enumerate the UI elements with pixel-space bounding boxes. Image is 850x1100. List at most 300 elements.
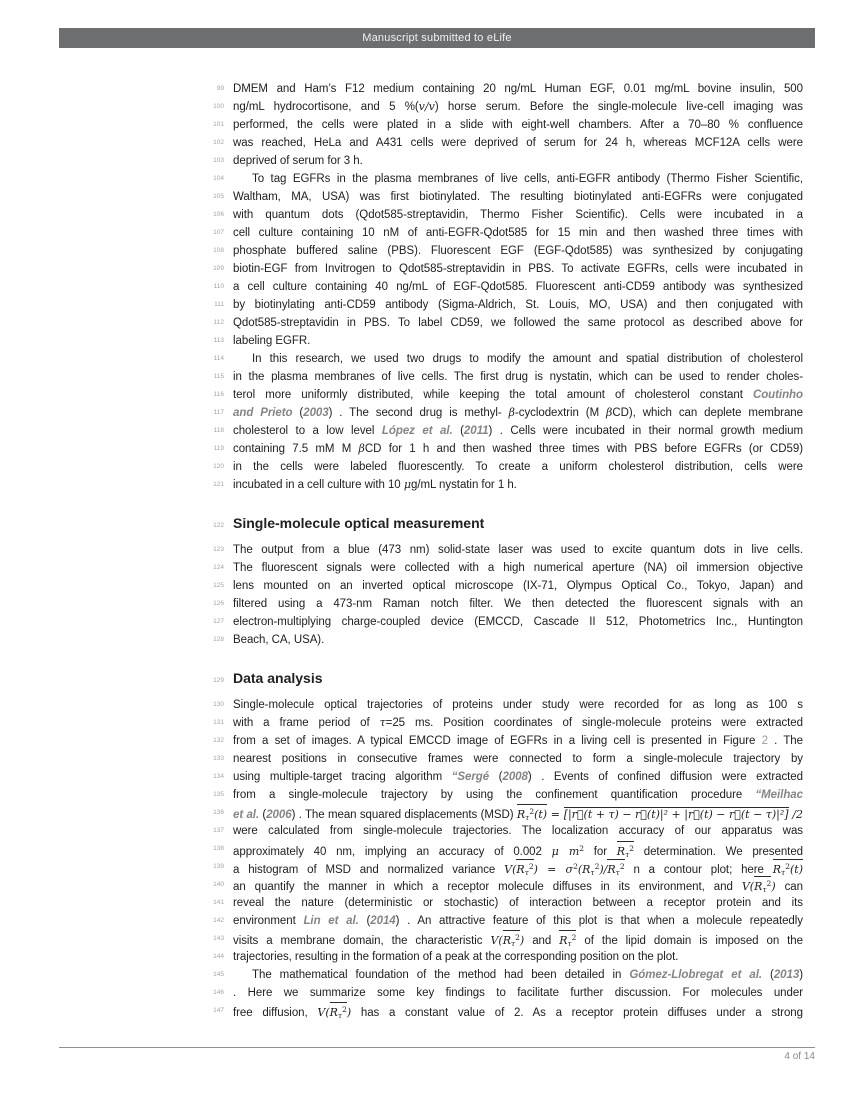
line-text — [233, 559, 803, 577]
text-segment: R — [772, 863, 782, 876]
text-segment: ) = σ — [533, 863, 574, 876]
line-number: 143 — [213, 935, 224, 942]
math-overline — [330, 1002, 347, 1020]
line-row — [200, 422, 820, 440]
line-row — [200, 440, 820, 458]
text-segment: V( — [504, 863, 517, 876]
text-segment: ( — [762, 969, 774, 981]
text-segment: v/v — [418, 100, 435, 113]
text-segment: biotin-EGF from Invitrogen to Qdot585-streptavidin in PBS. To activate EGFRs, cells were incubated in — [233, 263, 803, 275]
text-segment: Waltham, MA, USA) was first biotinylated. The resulting biotinylated anti-EGFRs were conjugated — [233, 191, 803, 203]
line-row — [200, 314, 820, 332]
text-segment: = — [547, 808, 564, 821]
line-row — [200, 696, 820, 714]
line-row — [200, 152, 820, 170]
text-segment: The mathematical foundation of the method had been detailed in — [252, 969, 630, 981]
line-number: 102 — [213, 139, 224, 146]
citation-text: et al. — [233, 809, 260, 821]
text-segment: β — [358, 442, 365, 455]
line-row — [200, 966, 820, 984]
line-text — [233, 948, 803, 966]
text-segment: Beach, CA, USA). — [233, 634, 325, 646]
line-row — [200, 732, 820, 750]
citation-text: “Meilhac — [755, 789, 803, 801]
text-segment: R — [559, 934, 568, 947]
text-segment: n a contour plot; here — [624, 864, 773, 876]
text-segment: ) — [346, 1006, 352, 1019]
text-segment: using multiple-target tracing algorithm — [233, 771, 452, 783]
text-segment: τ — [625, 850, 630, 858]
line-text — [233, 822, 803, 840]
line-row — [200, 170, 820, 188]
line-number: 105 — [213, 193, 224, 200]
line-number: 126 — [213, 600, 224, 607]
text-segment: were calculated from single-molecule trajectories. The localization accuracy of our apparatus was — [233, 825, 803, 837]
line-row — [200, 822, 820, 840]
line-number: 125 — [213, 582, 224, 589]
text-segment: ) — [771, 880, 776, 893]
text-segment: with quantum dots (Qdot585-streptavidin, Thermo Fisher Scientific). Cells were incubated in a — [233, 209, 803, 221]
line-row — [200, 768, 820, 786]
line-text — [233, 732, 803, 750]
line-row — [200, 613, 820, 631]
text-segment: (R — [577, 863, 591, 876]
line-number: 110 — [213, 283, 224, 290]
line-text — [233, 440, 803, 458]
text-segment: Single-molecule optical measurement — [233, 515, 485, 531]
line-text — [233, 696, 803, 714]
line-number: 144 — [213, 953, 224, 960]
text-segment: . The — [767, 735, 803, 747]
line-text — [233, 577, 803, 595]
text-segment: can — [775, 881, 803, 893]
text-segment: CD for 1 h and then washed three times with PBS before EGFRs (or CD59) — [364, 443, 803, 455]
text-segment: Qdot585-streptavidin in PBS. To label CD59, we followed the same protocol as described above for — [233, 317, 803, 329]
text-segment: approximately 40 nm, implying an accuracy of 0.002 — [233, 846, 552, 858]
text-segment: nearest positions in consecutive frames were connected to form a single-molecule trajectory by — [233, 753, 803, 765]
line-text — [233, 332, 803, 350]
text-segment: R — [516, 863, 525, 876]
line-number: 103 — [213, 157, 224, 164]
text-segment: reveal the nature (deterministic or stochastic) of interaction between a receptor protein and its — [233, 897, 803, 909]
text-segment: ) horse serum. Before the single-molecule live-cell imaging was — [434, 101, 803, 113]
line-text — [233, 613, 803, 631]
line-text — [233, 386, 803, 404]
line-text — [233, 224, 803, 242]
line-text — [233, 170, 803, 188]
text-segment: performed, the cells were plated in a slide with eight-well chambers. After a 70–80 % confluence — [233, 119, 803, 131]
text-segment: 2 — [629, 844, 635, 853]
section-heading — [233, 510, 803, 536]
line-number: 135 — [213, 791, 224, 798]
text-segment: τ — [337, 1011, 343, 1020]
text-segment: R — [754, 880, 763, 893]
text-segment: by biotinylating anti-CD59 antibody (Sigma-Aldrich, St. Louis, MO, USA) and then conjugated with — [233, 299, 803, 311]
line-text — [233, 1002, 803, 1020]
line-text — [233, 314, 803, 332]
line-number: 127 — [213, 618, 224, 625]
line-number: 99 — [216, 85, 224, 92]
math-overline — [516, 859, 533, 876]
text-segment: Data analysis — [233, 670, 323, 686]
line-row — [200, 224, 820, 242]
text-segment: cholesterol to a low level — [233, 425, 382, 437]
text-segment: containing 7.5 mM M — [233, 443, 359, 455]
line-number: 131 — [213, 719, 224, 726]
math-overline — [564, 807, 789, 821]
line-number: 134 — [213, 773, 224, 780]
line-number: 115 — [213, 373, 224, 380]
line-text — [233, 134, 803, 152]
line-row — [200, 476, 820, 494]
text-segment: cell culture containing 10 nM of anti-EGFR-Qdot585 for 15 min and then washed three times with — [233, 227, 803, 239]
line-row — [200, 930, 820, 948]
line-row — [200, 577, 820, 595]
line-number: 128 — [213, 636, 224, 643]
text-segment: )/ — [599, 863, 608, 876]
line-row — [200, 386, 820, 404]
line-row — [200, 350, 820, 368]
line-row — [200, 804, 820, 822]
text-segment: τ — [379, 716, 386, 729]
line-text — [233, 786, 803, 804]
line-number: 108 — [213, 247, 224, 254]
math-overline — [607, 859, 624, 876]
line-text — [233, 98, 803, 116]
text-segment: incubated in a cell culture with 10 — [233, 479, 404, 491]
text-segment: R — [607, 863, 616, 876]
line-row — [200, 984, 820, 1002]
citation-text: 2013 — [773, 969, 800, 981]
text-segment: visits a membrane domain, the characteristic — [233, 935, 491, 947]
line-row — [200, 714, 820, 732]
text-segment: ) . The mean squared displacements (MSD) — [291, 809, 517, 821]
line-row — [200, 242, 820, 260]
text-segment: ( — [358, 915, 371, 927]
line-text — [233, 116, 803, 134]
text-segment: R — [516, 808, 526, 821]
text-segment: R — [502, 934, 511, 947]
citation-text: 2006 — [266, 809, 292, 821]
text-segment: τ — [567, 939, 572, 948]
figure-link: 2 — [761, 735, 768, 747]
line-text — [233, 984, 803, 1002]
text-segment: V( — [741, 880, 755, 893]
text-segment: 2 — [785, 862, 790, 871]
line-text — [233, 595, 803, 613]
line-text — [233, 966, 803, 984]
text-segment: The output from a blue (473 nm) solid-state laser was used to excite quantum dots in live cells. — [233, 544, 803, 556]
line-number: 129 — [213, 677, 224, 684]
footer-rule — [59, 1047, 815, 1048]
text-segment: In this research, we used two drugs to modify the amount and spatial distribution of cholesterol — [252, 353, 803, 365]
line-row — [200, 631, 820, 649]
line-text — [233, 152, 803, 170]
text-segment: (t) — [789, 863, 803, 876]
text-segment: 2 — [766, 879, 772, 888]
line-row — [200, 134, 820, 152]
citation-text: “Sergé — [451, 771, 490, 783]
text-segment: To tag EGFRs in the plasma membranes of live cells, anti-EGFR antibody (Thermo Fisher Scientific, — [252, 173, 803, 185]
text-segment: ) . The second drug is methyl- — [328, 407, 509, 419]
text-segment: 2 — [619, 862, 625, 871]
line-number: 121 — [213, 481, 224, 488]
text-segment: labeling EGFR. — [233, 335, 311, 347]
line-number: 106 — [213, 211, 224, 218]
section-heading-row — [200, 510, 820, 541]
line-text — [233, 476, 803, 494]
text-segment: ng/mL hydrocortisone, and 5 %( — [233, 101, 419, 113]
text-segment: a histogram of MSD and normalized variance — [233, 864, 505, 876]
line-text — [233, 458, 803, 476]
text-segment: 2 — [571, 933, 577, 942]
line-text — [233, 188, 803, 206]
text-segment: DMEM and Ham’s F12 medium containing 20 ng/mL Human EGF, 0.01 mg/mL bovine insulin, 500 — [233, 83, 803, 95]
text-segment: ) . An attractive feature of this plot is that when a molecule repeatedly — [395, 915, 803, 927]
line-row — [200, 858, 820, 876]
text-segment: in the plasma membranes of live cells. The first drug is nystatin, which can be used to render choles- — [233, 371, 803, 383]
line-row — [200, 750, 820, 768]
line-row — [200, 368, 820, 386]
line-text — [233, 422, 803, 440]
citation-text: Coutinho — [752, 389, 803, 401]
section-heading — [233, 665, 803, 691]
line-row — [200, 332, 820, 350]
text-segment: μ m — [551, 845, 580, 858]
line-text — [233, 206, 803, 224]
line-text — [233, 714, 803, 732]
line-row — [200, 894, 820, 912]
math-overline — [559, 930, 576, 948]
line-number: 132 — [213, 737, 224, 744]
line-text — [233, 768, 803, 786]
text-segment: for — [584, 846, 617, 858]
text-segment: has a constant value of 2. As a receptor protein diffuses under a strong — [351, 1007, 803, 1019]
line-text — [233, 631, 803, 649]
text-segment: 2 — [529, 807, 535, 816]
math-overline — [503, 930, 520, 948]
text-segment: β — [508, 406, 515, 419]
line-row — [200, 876, 820, 894]
text-segment: 2 — [528, 862, 534, 871]
header-title: Manuscript submitted to eLife — [362, 32, 512, 44]
citation-text: 2014 — [370, 915, 396, 927]
text-segment: electron-multiplying charge-coupled device (EMCCD, Cascade II 512, Photometrics Inc., Huntington — [233, 616, 803, 628]
content — [200, 80, 820, 1020]
text-segment: CD), which can deplete membrane — [612, 407, 803, 419]
text-segment: 2 — [342, 1005, 347, 1014]
line-text — [233, 260, 803, 278]
text-segment: 2 — [515, 933, 520, 942]
line-number: 133 — [213, 755, 224, 762]
line-text — [233, 894, 803, 912]
text-segment: with a frame period of — [233, 717, 380, 729]
text-segment: trajectories, resulting in the formation of a peak at the corresponding position on the plot. — [233, 951, 679, 963]
line-row — [200, 278, 820, 296]
citation-text: López et al. — [381, 425, 453, 437]
text-segment: R — [616, 845, 626, 858]
text-segment: determination. We presented — [634, 846, 803, 858]
text-segment: ( — [452, 425, 464, 437]
line-row — [200, 206, 820, 224]
text-segment: τ — [510, 939, 516, 948]
text-segment: ) . Cells were incubated in their normal growth medium — [488, 425, 803, 437]
text-segment: a cell culture containing 40 ng/mL of EGF-Qdot585. Fluorescent anti-CD59 antibody was synthesized — [233, 281, 803, 293]
line-number: 145 — [213, 971, 224, 978]
line-text — [233, 858, 803, 876]
line-number: 142 — [213, 917, 224, 924]
line-number: 112 — [213, 319, 224, 326]
math-overline — [617, 841, 634, 858]
text-segment: ) — [799, 969, 803, 981]
text-segment: deprived of serum for 3 h. — [233, 155, 363, 167]
line-row — [200, 98, 820, 116]
line-text — [233, 876, 803, 894]
text-segment: phosphate buffered saline (PBS). Fluorescent EGF (EGF-Qdot585) was synthesized by conjugating — [233, 245, 803, 257]
text-segment: τ — [781, 868, 786, 876]
text-segment: τ — [615, 868, 620, 876]
line-number: 114 — [213, 355, 224, 362]
citation-text: Lin et al. — [303, 915, 359, 927]
text-segment: Single-molecule optical trajectories of proteins under study were recorded for as long as 100 s — [233, 699, 803, 711]
line-text — [233, 278, 803, 296]
line-text — [233, 750, 803, 768]
text-segment: β — [606, 406, 613, 419]
line-number: 141 — [213, 899, 224, 906]
text-segment: ( — [259, 809, 267, 821]
line-row — [200, 188, 820, 206]
line-text — [233, 350, 803, 368]
math-overline — [754, 876, 771, 894]
line-row — [200, 260, 820, 278]
math-overline — [517, 804, 547, 822]
text-segment: μ — [403, 478, 411, 491]
text-segment: τ — [590, 868, 595, 876]
text-segment: -cyclodextrin (M — [514, 407, 607, 419]
text-segment: g/mL nystatin for 1 h. — [410, 479, 517, 491]
text-segment: an quantify the manner in which a receptor molecule diffuses in its environment, and — [233, 881, 742, 893]
line-row — [200, 458, 820, 476]
line-number: 119 — [213, 445, 224, 452]
citation-text: Gómez-Llobregat et al. — [629, 969, 762, 981]
line-number: 138 — [213, 845, 224, 852]
text-segment: was reached, HeLa and A431 cells were deprived of serum for 24 h, whereas MCF12A cells were — [233, 137, 803, 149]
line-number: 136 — [213, 809, 224, 816]
text-segment: of the lipid domain is imposed on the — [576, 935, 803, 947]
line-row — [200, 404, 820, 422]
line-row — [200, 541, 820, 559]
text-segment: environment — [233, 915, 304, 927]
text-segment: lens mounted on an inverted optical microscope (IX-71, Olympus Optical Co., Tokyo, Japan) and — [233, 580, 803, 592]
line-number: 100 — [213, 103, 224, 110]
text-segment: terol more uniformly distributed, while keeping the total amount of cholesterol constant — [233, 389, 753, 401]
header-bar — [59, 28, 815, 48]
citation-text: and Prieto — [233, 407, 293, 419]
text-segment: ( — [292, 407, 304, 419]
line-text — [233, 296, 803, 314]
line-row — [200, 116, 820, 134]
line-row — [200, 595, 820, 613]
text-segment: (t) — [534, 808, 548, 821]
line-text — [233, 368, 803, 386]
line-number: 122 — [213, 522, 224, 529]
line-number: 140 — [213, 881, 224, 888]
text-segment: . Here we summarize some key findings to facilitate further discussion. For molecules under — [233, 987, 803, 999]
footer-page-number: 4 of 14 — [784, 1051, 815, 1062]
line-row — [200, 786, 820, 804]
line-number: 118 — [213, 427, 224, 434]
line-number: 123 — [213, 546, 224, 553]
text-segment: ) . Events of confined diffusion were extracted — [527, 771, 803, 783]
section-heading-row — [200, 665, 820, 696]
citation-text: 2008 — [502, 771, 528, 783]
line-text — [233, 912, 803, 930]
line-row — [200, 296, 820, 314]
line-number: 109 — [213, 265, 224, 272]
text-segment: 2 — [594, 862, 600, 871]
line-text — [233, 804, 803, 822]
text-segment: τ — [525, 813, 530, 822]
line-number: 111 — [214, 301, 224, 308]
text-segment: V( — [490, 934, 503, 947]
text-segment: filtered using a 473-nm Raman notch filter. We then detected the fluorescent signals with an — [233, 598, 803, 610]
line-number: 113 — [213, 337, 224, 344]
line-row — [200, 840, 820, 858]
text-segment: [|r⃗(t + τ) − r⃗(t)|² + |r⃗(t) − r⃗(t − τ)|²] — [563, 808, 789, 821]
citation-text: 2003 — [303, 407, 329, 419]
text-segment: τ — [762, 885, 767, 894]
line-number: 116 — [213, 391, 224, 398]
math-overline — [773, 859, 803, 876]
line-number: 130 — [213, 701, 224, 708]
text-segment: V( — [317, 1006, 330, 1019]
line-number: 124 — [213, 564, 224, 571]
line-number: 117 — [213, 409, 224, 416]
text-segment: and — [524, 935, 560, 947]
line-text — [233, 930, 803, 948]
citation-text: 2011 — [463, 425, 489, 437]
text-segment: /2 — [788, 808, 803, 821]
line-text — [233, 80, 803, 98]
text-segment: The fluorescent signals were collected with a high numerical aperture (NA) oil immersion objective — [233, 562, 803, 574]
line-text — [233, 404, 803, 422]
text-segment: free diffusion, — [233, 1007, 318, 1019]
line-row — [200, 559, 820, 577]
text-segment: 2 — [573, 862, 578, 871]
line-number: 120 — [213, 463, 224, 470]
text-segment: from a single-molecule trajectory by using the confinement quantification procedure — [233, 789, 756, 801]
line-row — [200, 1002, 820, 1020]
text-segment: from a set of images. A typical EMCCD image of EGFRs in a living cell is presented in Figure — [233, 735, 762, 747]
line-number: 104 — [213, 175, 224, 182]
text-segment: R — [329, 1006, 338, 1019]
line-text — [233, 840, 803, 858]
line-number: 137 — [213, 827, 224, 834]
line-row — [200, 80, 820, 98]
text-segment: =25 ms. Position coordinates of single-molecule proteins were extracted — [385, 717, 803, 729]
text-segment: τ — [524, 868, 529, 876]
line-text — [233, 541, 803, 559]
line-number: 139 — [213, 863, 224, 870]
text-segment: 2 — [579, 844, 585, 853]
line-number: 147 — [213, 1007, 224, 1014]
line-row — [200, 948, 820, 966]
line-number: 146 — [213, 989, 224, 996]
text-segment: in the cells were labeled fluorescently. To create a uniform cholesterol distribution, cells were — [233, 461, 803, 473]
text-segment: ( — [489, 771, 503, 783]
text-segment: ) — [519, 934, 525, 947]
line-number: 101 — [213, 121, 224, 128]
